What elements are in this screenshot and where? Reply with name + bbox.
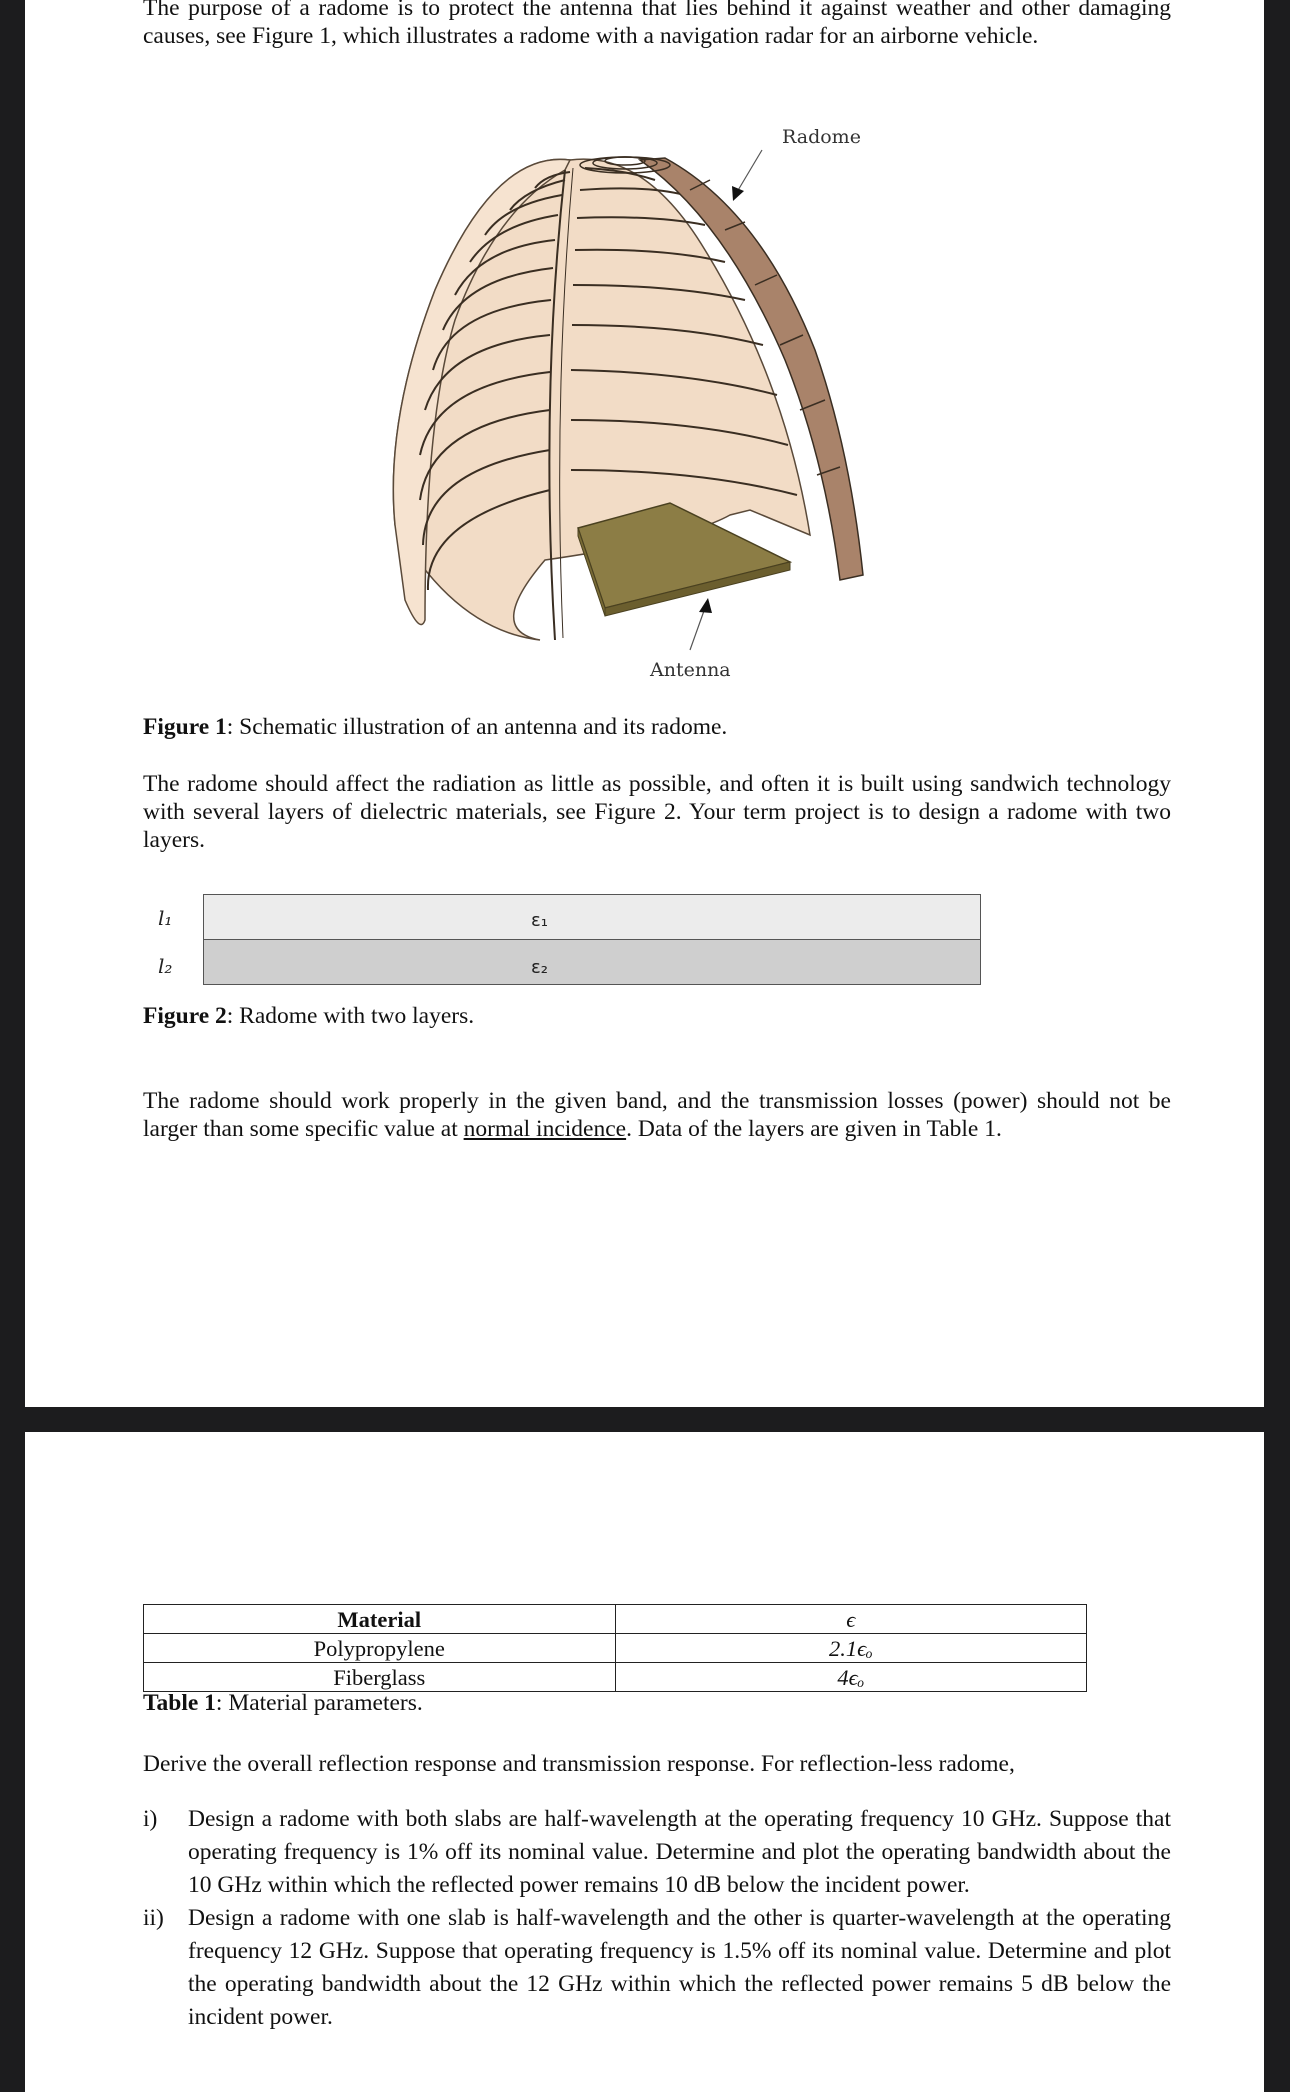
permittivity-column-header: ϵ	[615, 1605, 1087, 1634]
task-list	[143, 1803, 1171, 2034]
document-page-2	[25, 1432, 1264, 2092]
radome-arrow-line	[737, 150, 762, 192]
layer1-box	[203, 894, 981, 940]
list-item	[143, 1803, 1171, 1902]
antenna-plate	[578, 503, 790, 616]
list-item-text: Design a radome with both slabs are half-wavelength at the operating frequency 10 GHz. Suppose that operating frequency is 1% off its nominal value. Determine and plot the operating bandwidth about the 10 GHz within which the reflected power remains 10 dB below the incident power.	[188, 1806, 1171, 1898]
material-cell: Polypropylene	[144, 1634, 616, 1663]
list-item	[143, 1902, 1171, 2034]
figure1-caption: Figure 1: Schematic illustration of an antenna and its radome.	[143, 714, 728, 740]
normal-incidence-link: normal incidence	[463, 1116, 627, 1142]
antenna-arrow-line	[690, 608, 705, 650]
list-marker: i)	[143, 1806, 158, 1832]
derive-paragraph: Derive the overall reflection response and transmission response. For reflection-less radome,	[143, 1751, 1015, 1777]
antenna-label: Antenna	[650, 659, 731, 681]
permittivity-cell: 2.1ϵₒ	[615, 1634, 1087, 1663]
layer2-thickness-label: l₂	[158, 954, 173, 978]
material-cell: Fiberglass	[144, 1663, 616, 1692]
radome-arrow-head	[732, 186, 744, 201]
radome-label: Radome	[782, 126, 861, 148]
table-row	[144, 1634, 1087, 1663]
table-header-row	[144, 1605, 1087, 1634]
table1-caption: Table 1: Material parameters.	[143, 1690, 423, 1716]
antenna-arrow-head	[699, 598, 712, 613]
list-item-text: Design a radome with one slab is half-wavelength and the other is quarter-wavelength at the operating frequency 12 GHz. Suppose that operating frequency is 1.5% off its nominal value. Determine and plot the operating bandwidth about the 12 GHz within which the reflected power remains 5 dB below the incident power.	[188, 1905, 1171, 2030]
material-table	[143, 1604, 1087, 1692]
document-page-1	[25, 0, 1264, 1407]
layer1-thickness-label: l₁	[158, 906, 173, 930]
layer2-box	[203, 939, 981, 985]
layer1-permittivity-label: ε₁	[531, 910, 548, 931]
intro-paragraph: The purpose of a radome is to protect the antenna that lies behind it against weather and other damaging causes, see Figure 1, which illustrates a radome with a navigation radar for an airborne vehicle.	[143, 0, 1171, 49]
list-marker: ii)	[143, 1905, 164, 1931]
permittivity-cell: 4ϵₒ	[615, 1663, 1087, 1692]
material-column-header: Material	[144, 1605, 616, 1634]
layer2-permittivity-label: ε₂	[531, 957, 548, 978]
radome-figure	[25, 0, 1264, 700]
sandwich-paragraph: The radome should affect the radiation as little as possible, and often it is built using sandwich technology with several layers of dielectric materials, see Figure 2. Your term project is to design a radome with two layers.	[143, 771, 1171, 853]
table-row	[144, 1663, 1087, 1692]
band-paragraph: The radome should work properly in the given band, and the transmission losses (power) should not be larger than some specific value at normal incidence. Data of the layers are given in Table 1.	[143, 1088, 1171, 1142]
figure2-caption: Figure 2: Radome with two layers.	[143, 1003, 475, 1029]
